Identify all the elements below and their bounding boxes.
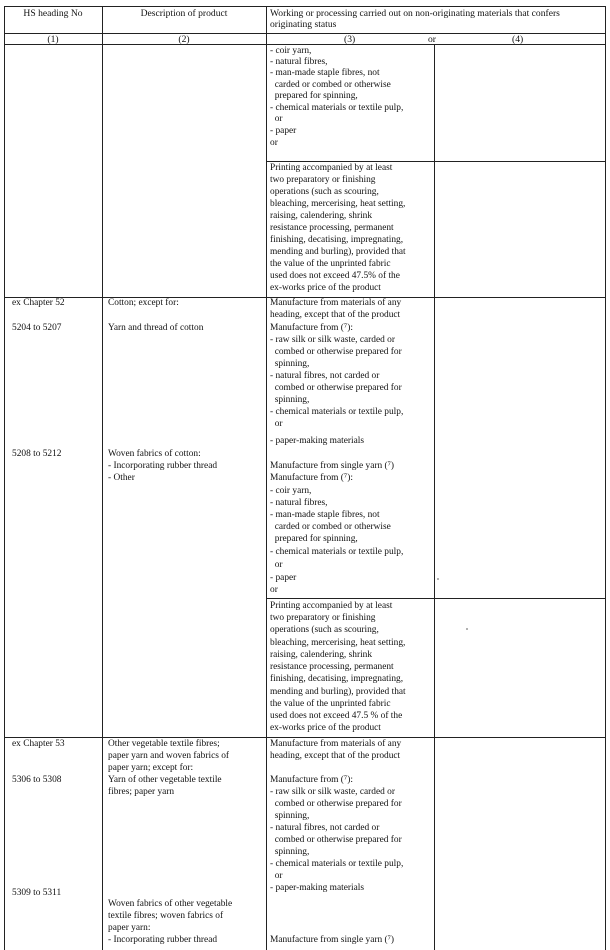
cell-text: - chemical materials or textile pulp, <box>270 407 404 417</box>
product-description: Cotton; except for: <box>108 298 179 308</box>
cell-text: combed or otherwise prepared for <box>270 799 402 809</box>
scan-speck <box>466 628 468 630</box>
cell-text: - chemical materials or textile pulp, <box>270 547 404 557</box>
col-number-2: (2) <box>178 34 190 45</box>
column-divider-3-4 <box>434 44 435 950</box>
product-description: Other vegetable textile fibres; <box>108 739 220 749</box>
cell-text: heading, except that of the product <box>270 310 401 320</box>
cell-text: resistance processing, permanent <box>270 662 394 672</box>
header-hs-heading: HS heading No <box>23 8 83 19</box>
cell-text: spinning, <box>270 359 310 369</box>
cell-text: carded or combed or otherwise <box>270 80 391 90</box>
cell-text: - raw silk or silk waste, carded or <box>270 335 395 345</box>
product-description: paper yarn; except for: <box>108 763 194 773</box>
cell-text: - paper <box>270 573 297 583</box>
cell-text: or <box>270 114 283 124</box>
cell-text: - natural fibres, <box>270 498 328 508</box>
column-divider-1-2 <box>102 6 103 950</box>
hs-heading: 5204 to 5207 <box>12 323 62 333</box>
header-description: Description of product <box>140 8 228 19</box>
cell-text: - coir yarn, <box>270 486 312 496</box>
cell-text: - coir yarn, <box>270 46 312 56</box>
cell-text: Manufacture from (⁷): <box>270 775 353 785</box>
cell-text: - paper-making materials <box>270 436 365 446</box>
cell-text: bleaching, mercerising, heat setting, <box>270 638 406 648</box>
col-number-1: (1) <box>47 34 59 45</box>
cell-text: spinning, <box>270 395 310 405</box>
cell-text: finishing, decatising, impregnating, <box>270 674 404 684</box>
cell-text: - natural fibres, <box>270 57 328 67</box>
cell-text: finishing, decatising, impregnating, <box>270 235 404 245</box>
cell-text: Printing accompanied by at least <box>270 601 393 611</box>
cell-text: operations (such as scouring, <box>270 187 379 197</box>
cell-text: combed or otherwise prepared for <box>270 835 402 845</box>
cell-text: spinning, <box>270 811 310 821</box>
cell-text: Printing accompanied by at least <box>270 163 393 173</box>
col-or-label: or <box>428 34 436 45</box>
cell-text: the value of the unprinted fabric <box>270 699 391 709</box>
product-description: Yarn of other vegetable textile <box>108 775 222 785</box>
cell-text: raising, calendering, shrink <box>270 650 373 660</box>
header-working-processing: Working or processing carried out on non-originating materials that confers originating status <box>270 8 560 30</box>
cell-text: heading, except that of the product <box>270 751 401 761</box>
table-border-left <box>4 6 5 950</box>
cell-text: two preparatory or finishing <box>270 613 376 623</box>
cell-text: or <box>270 871 283 881</box>
cell-text: or <box>270 419 283 429</box>
cell-text: - paper <box>270 126 297 136</box>
cell-text: - natural fibres, not carded or <box>270 371 380 381</box>
table-border-right <box>605 6 606 950</box>
cell-text: - man-made staple fibres, not <box>270 68 380 78</box>
cell-text: ex-works price of the product <box>270 723 381 733</box>
hs-heading: 5208 to 5212 <box>12 449 62 459</box>
cell-text: or <box>270 585 278 595</box>
cell-text: two preparatory or finishing <box>270 175 376 185</box>
product-description: - Other <box>108 473 135 483</box>
cell-text: the value of the unprinted fabric <box>270 259 391 269</box>
row-separator <box>266 161 606 162</box>
product-description: textile fibres; woven fabrics of <box>108 911 224 921</box>
product-description: - Incorporating rubber thread <box>108 935 218 945</box>
cell-text: mending and burling), provided that <box>270 247 406 257</box>
cell-text: or <box>270 560 283 570</box>
cell-text: Manufacture from materials of any <box>270 739 402 749</box>
cell-text: bleaching, mercerising, heat setting, <box>270 199 406 209</box>
table-border-top <box>4 6 606 7</box>
cell-text: operations (such as scouring, <box>270 625 379 635</box>
cell-text: - man-made staple fibres, not <box>270 510 380 520</box>
cell-text: combed or otherwise prepared for <box>270 383 402 393</box>
product-description: - Incorporating rubber thread <box>108 461 218 471</box>
cell-text: - raw silk or silk waste, carded or <box>270 787 395 797</box>
cell-text: raising, calendering, shrink <box>270 211 373 221</box>
col-number-3: (3) <box>344 34 356 45</box>
cell-text: Manufacture from (⁷): <box>270 473 353 483</box>
product-description: Woven fabrics of cotton: <box>108 449 201 459</box>
cell-text: spinning, <box>270 847 310 857</box>
row-separator <box>4 737 606 738</box>
product-description: Woven fabrics of other vegetable <box>108 899 233 909</box>
cell-text: - paper-making materials <box>270 883 365 893</box>
cell-text: Manufacture from materials of any <box>270 298 402 308</box>
cell-text: combed or otherwise prepared for <box>270 347 402 357</box>
scan-speck <box>437 578 439 580</box>
cell-text: ex-works price of the product <box>270 283 381 293</box>
product-description: paper yarn: <box>108 923 151 933</box>
cell-text: resistance processing, permanent <box>270 223 394 233</box>
hs-heading: 5309 to 5311 <box>12 888 62 898</box>
col-number-4: (4) <box>512 34 524 45</box>
cell-text: mending and burling), provided that <box>270 687 406 697</box>
cell-text: prepared for spinning, <box>270 534 358 544</box>
cell-text: - chemical materials or textile pulp, <box>270 103 404 113</box>
hs-heading: ex Chapter 52 <box>12 298 65 308</box>
cell-text: Manufacture from single yarn (⁷) <box>270 935 395 945</box>
cell-text: or <box>270 138 278 148</box>
product-description: paper yarn and woven fabrics of <box>108 751 230 761</box>
cell-text: - natural fibres, not carded or <box>270 823 380 833</box>
row-separator <box>266 598 606 599</box>
column-divider-2-3 <box>266 6 267 950</box>
cell-text: - chemical materials or textile pulp, <box>270 859 404 869</box>
cell-text: prepared for spinning, <box>270 91 358 101</box>
cell-text: carded or combed or otherwise <box>270 522 391 532</box>
cell-text: Manufacture from (⁷): <box>270 323 353 333</box>
cell-text: used does not exceed 47.5 % of the <box>270 711 403 721</box>
hs-heading: 5306 to 5308 <box>12 775 62 785</box>
hs-heading: ex Chapter 53 <box>12 739 65 749</box>
product-description: fibres; paper yarn <box>108 787 175 797</box>
product-description: Yarn and thread of cotton <box>108 323 204 333</box>
cell-text: used does not exceed 47.5% of the <box>270 271 400 281</box>
cell-text: Manufacture from single yarn (⁷) <box>270 461 395 471</box>
